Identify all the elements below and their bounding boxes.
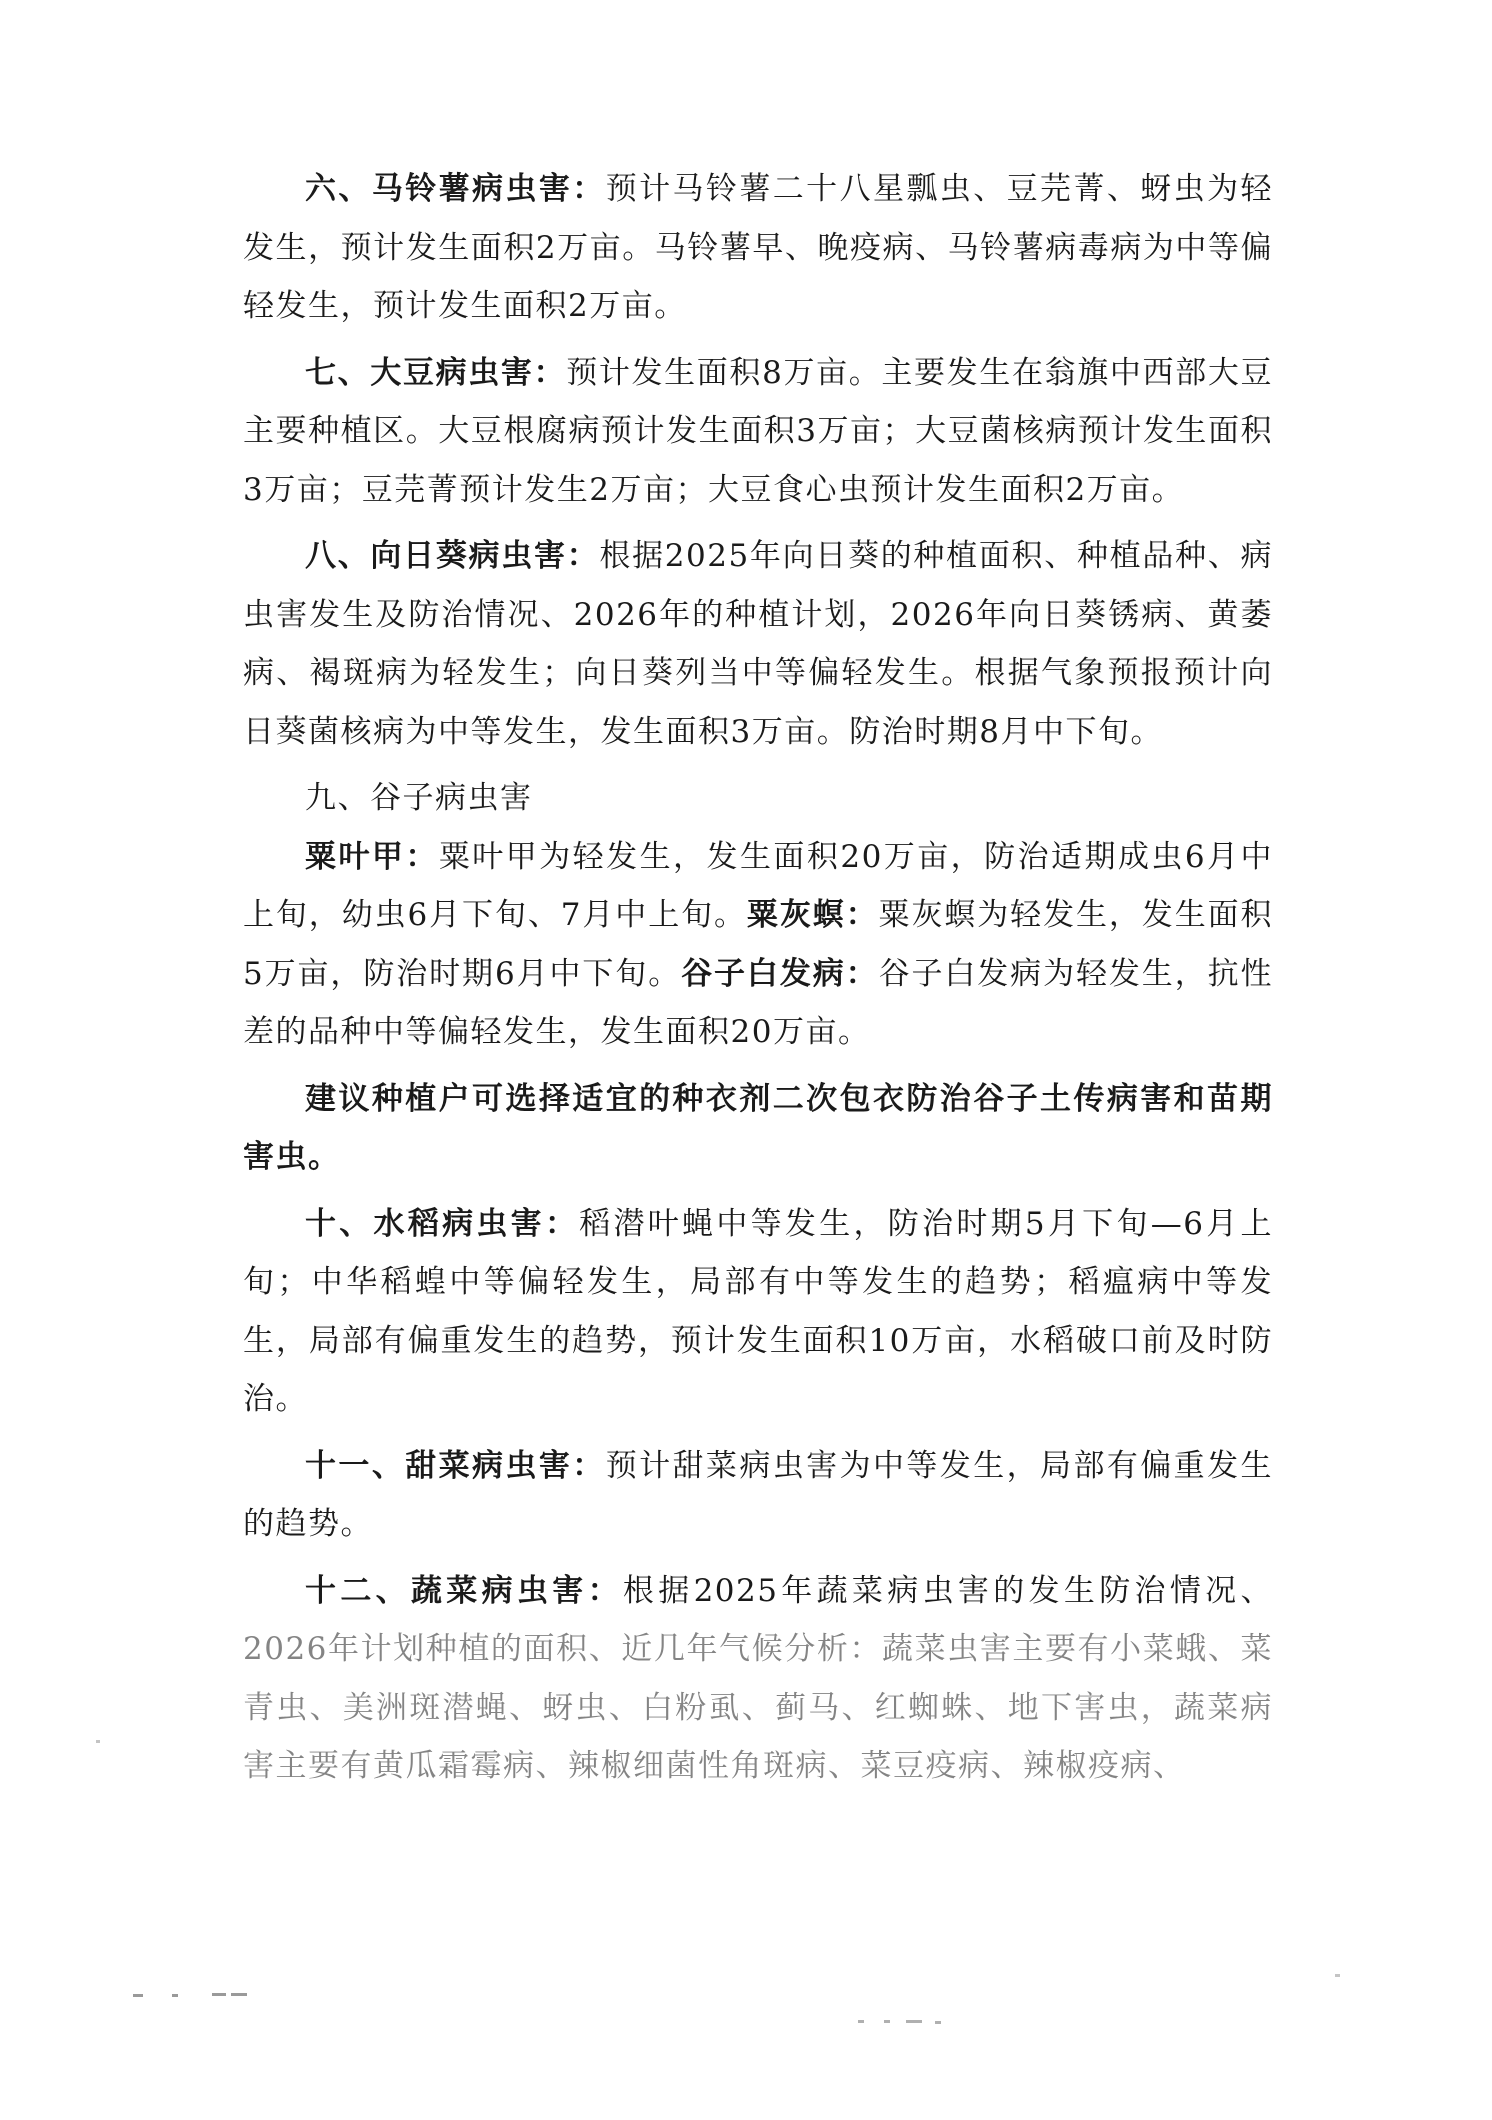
heading-potato: 六、马铃薯病虫害： xyxy=(305,171,606,207)
text-sugarbeet: 预计甜菜病虫害为中等发生，局部有偏重发生的趋势。 xyxy=(243,1447,1274,1542)
heading-sunflower: 八、向日葵病虫害： xyxy=(305,538,600,574)
text-millet-borer: 粟灰螟为轻发生，发生面积5万亩，防治时期6月中下旬。 xyxy=(243,897,1273,992)
text-recommendation: 建议种植户可选择适宜的种衣剂二次包衣防治谷子土传病害和苗期害虫。 xyxy=(243,1080,1273,1175)
text-rice: 稻潜叶蝇中等发生，防治时期5月下旬—6月上旬；中华稻蝗中等偏轻发生，局部有中等发生的趋势；稻瘟病中等发生，局部有偏重发生的趋势，预计发生面积10万亩，水稻破口前及时防治。 xyxy=(243,1205,1274,1417)
heading-millet-downy-mildew: 谷子白发病： xyxy=(681,955,879,992)
heading-millet-borer: 粟灰螟： xyxy=(746,897,879,933)
heading-soybean: 七、大豆病虫害： xyxy=(305,354,567,391)
heading-millet: 九、谷子病虫害 xyxy=(305,780,533,816)
text-sunflower: 根据2025年向日葵的种植面积、种植品种、病虫害发生及防治情况、2026年的种植计划，2026年向日葵锈病、黄萎病、褐斑病为轻发生；向日葵列当中等偏轻发生。根据气象预报预计向日葵菌核病为中等发生，发生面积3万亩。防治时期8月中下旬。 xyxy=(243,538,1274,750)
heading-sugarbeet: 十一、甜菜病虫害： xyxy=(305,1447,606,1484)
scan-noise-edge xyxy=(96,1740,1340,1977)
heading-vegetable: 十二、蔬菜病虫害： xyxy=(305,1572,623,1609)
scan-noise-bottom-left xyxy=(133,1993,247,1997)
text-vegetable-clear: 根据2025年蔬菜病虫害的发生防治情况、 xyxy=(622,1572,1273,1609)
heading-millet-leaf-beetle: 粟叶甲： xyxy=(305,838,439,875)
text-vegetable-faded: 2026年计划种植的面积、近几年气候分析：蔬菜虫害主要有小菜蛾、菜青虫、美洲斑潜蝇、蚜虫、白粉虱、蓟马、红蜘蛛、地下害虫，蔬菜病害主要有黄瓜霜霉病、辣椒细菌性角斑病、菜豆疫病、辣椒疫病、 xyxy=(243,1631,1273,1784)
text-soybean: 预计发生面积8万亩。主要发生在翁旗中西部大豆主要种植区。大豆根腐病预计发生面积3万亩；大豆菌核病预计发生面积3万亩；豆芫菁预计发生2万亩；大豆食心虫预计发生面积2万亩。 xyxy=(243,354,1273,508)
text-millet-leaf-beetle: 粟叶甲为轻发生，发生面积20万亩，防治适期成虫6月中上旬，幼虫6月下旬、7月中上旬。 xyxy=(243,838,1274,933)
scan-noise-bottom-center xyxy=(858,2020,941,2024)
text-potato: 预计马铃薯二十八星瓢虫、豆芫菁、蚜虫为轻发生，预计发生面积2万亩。马铃薯早、晚疫病、马铃薯病毒病为中等偏轻发生，预计发生面积2万亩。 xyxy=(243,171,1274,324)
heading-rice: 十、水稻病虫害： xyxy=(305,1205,580,1242)
text-millet-downy-mildew: 谷子白发病为轻发生，抗性差的品种中等偏轻发生，发生面积20万亩。 xyxy=(243,955,1274,1050)
